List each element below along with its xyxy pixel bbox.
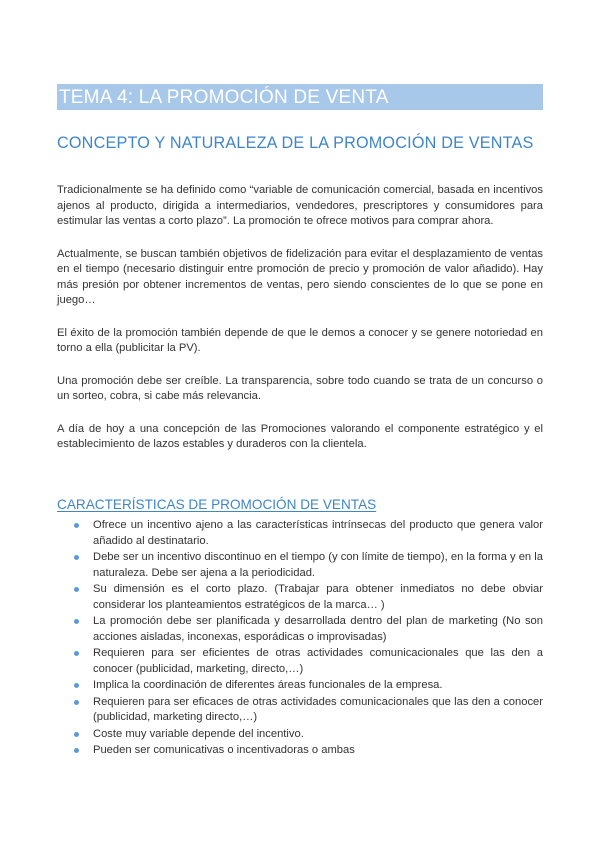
list-item bbox=[57, 550, 543, 581]
paragraph: Tradicionalmente se ha definido como “variable de comunicación comercial, basada en incentivos ajenos al producto, dirigida a intermediarios, vendedores, prescriptores y consumidores para estimular las ventas a corto plazo”. La promoción te ofrece motivos para comprar ahora. bbox=[57, 184, 543, 227]
bullet-icon bbox=[74, 683, 79, 688]
bullet-icon bbox=[74, 732, 79, 737]
list-item-text: Debe ser un incentivo discontinuo en el tiempo (y con límite de tiempo), en la forma y en la naturaleza. Debe ser ajena a la periodicidad. bbox=[93, 551, 543, 579]
list-item-text: Ofrece un incentivo ajeno a las características intrínsecas del producto que genera valor añadido al destinatario. bbox=[93, 519, 543, 547]
bullet-icon bbox=[74, 748, 79, 753]
list-item bbox=[57, 678, 543, 694]
list-item-text: Requieren para ser eficaces de otras actividades comunicacionales que las den a conocer (publicidad, marketing directo,…) bbox=[93, 695, 543, 723]
paragraph: Actualmente, se buscan también objetivos de fidelización para evitar el desplazamiento de ventas en el tiempo (necesario distinguir entre promoción de precio y promoción de valor añadido). Hay más presión por obtener incrementos de ventas, pero siendo conscientes de lo que se pone en juego… bbox=[57, 247, 543, 306]
bullet-icon bbox=[74, 523, 79, 528]
bullet-icon bbox=[74, 619, 79, 624]
bullet-icon bbox=[74, 651, 79, 656]
list-item-text: Requieren para ser eficientes de otras actividades comunicacionales que las den a conocer (publicidad, marketing, directo,…) bbox=[93, 647, 543, 675]
title-bar bbox=[57, 84, 543, 110]
list-item bbox=[57, 518, 543, 549]
list-item-text: La promoción debe ser planificada y desarrollada dentro del plan de marketing (No son acciones aisladas, inconexas, esporádicas o improvisadas) bbox=[93, 615, 543, 643]
bullet-icon bbox=[74, 555, 79, 560]
paragraph: Una promoción debe ser creíble. La transparencia, sobre todo cuando se trata de un concurso o un sorteo, cobra, si cabe más relevancia. bbox=[57, 374, 543, 402]
list-item-text: Implica la coordinación de diferentes áreas funcionales de la empresa. bbox=[93, 679, 443, 691]
section-body-concepto bbox=[57, 183, 543, 470]
list-item-text: Coste muy variable depende del incentivo. bbox=[93, 727, 304, 740]
bullet-list bbox=[57, 518, 543, 760]
paragraph: El éxito de la promoción también depende de que le demos a conocer y se genere notoriedad en torno a ella (publicitar la PV). bbox=[57, 326, 543, 354]
list-item bbox=[57, 582, 543, 613]
page-title: TEMA 4: LA PROMOCIÓN DE VENTA bbox=[59, 87, 389, 108]
section-heading-concepto: CONCEPTO Y NATURALEZA DE LA PROMOCIÓN DE VENTAS bbox=[57, 134, 534, 152]
list-item bbox=[57, 743, 543, 759]
bullet-icon bbox=[74, 587, 79, 592]
list-item-text: Pueden ser comunicativas o incentivadoras o ambas bbox=[93, 744, 355, 756]
paragraph: A día de hoy a una concepción de las Promociones valorando el componente estratégico y el establecimiento de lazos estables y duraderos con la clientela. bbox=[57, 422, 543, 450]
list-item bbox=[57, 695, 543, 726]
list-item-text: Su dimensión es el corto plazo. (Trabajar para obtener inmediatos no debe obviar considerar los planteamientos estratégicos de la marca… ) bbox=[93, 583, 543, 611]
list-item bbox=[57, 646, 543, 677]
list-item bbox=[57, 727, 543, 743]
section-heading-caracteristicas: CARACTERÍSTICAS DE PROMOCIÓN DE VENTAS bbox=[57, 497, 377, 512]
list-item bbox=[57, 614, 543, 645]
bullet-icon bbox=[74, 700, 79, 705]
